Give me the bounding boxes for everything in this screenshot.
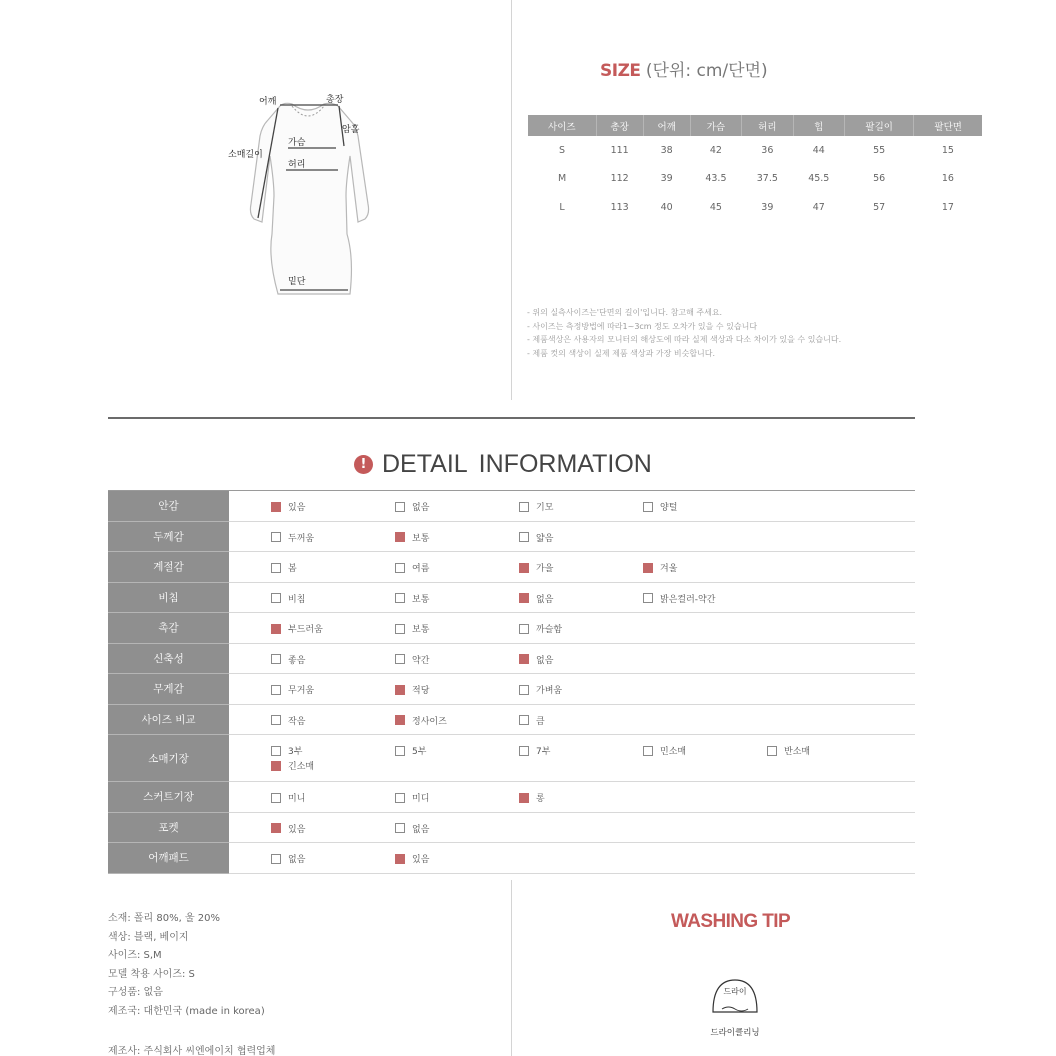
size-header-cell: 사이즈 [528, 115, 596, 136]
detail-option-label: 두꺼움 [288, 533, 315, 544]
detail-option-label: 긴소매 [288, 762, 315, 772]
detail-option[interactable] [519, 743, 643, 758]
size-header-cell: 총장 [596, 115, 643, 136]
detail-option[interactable] [519, 652, 643, 667]
label-total-length: 총장 [326, 95, 344, 105]
detail-option[interactable] [271, 560, 395, 575]
checkbox-checked[interactable] [271, 823, 281, 833]
size-cell: 44 [812, 144, 825, 156]
spec-line: 구성품: 없음 [108, 987, 163, 999]
detail-option[interactable] [271, 758, 395, 773]
detail-row-label: 스커트기장 [108, 782, 229, 813]
size-cell: 15 [941, 144, 954, 156]
checkbox-unchecked[interactable] [271, 563, 281, 573]
size-cell: S [559, 144, 566, 156]
note-line: - 제품 컷의 색상이 실제 제품 색상과 가장 비슷합니다. [527, 349, 716, 359]
detail-option-label: 없음 [412, 503, 430, 513]
note-line: - 위의 실측사이즈는'단면의 길이'입니다. 참고해 주세요. [527, 308, 723, 317]
detail-option-label: 없음 [288, 855, 306, 865]
checkbox-checked[interactable] [519, 654, 529, 664]
detail-option[interactable] [519, 530, 643, 545]
checkbox-unchecked[interactable] [395, 746, 405, 756]
checkbox-unchecked[interactable] [395, 654, 405, 664]
detail-option[interactable] [519, 499, 643, 514]
detail-option[interactable] [519, 560, 643, 575]
detail-option[interactable] [395, 682, 519, 697]
size-cell: 43.5 [705, 173, 727, 185]
detail-option[interactable] [395, 499, 519, 514]
size-title-unit: (단위: cm/단면) [645, 61, 768, 81]
detail-option-label: 5부 [412, 747, 427, 757]
detail-row [108, 782, 915, 813]
size-cell: 55 [873, 144, 886, 156]
size-cell: 40 [660, 201, 673, 213]
size-cell: 42 [709, 144, 722, 156]
detail-option[interactable] [519, 713, 643, 728]
detail-option-label: 있음 [412, 855, 430, 865]
detail-option-label: 무거움 [288, 686, 315, 696]
checkbox-unchecked[interactable] [395, 823, 405, 833]
size-cell: M [557, 173, 567, 185]
bottom-vertical-divider [511, 880, 512, 1056]
detail-option-label: 비침 [288, 594, 306, 605]
detail-option-label: 겨울 [660, 564, 678, 574]
size-cell: 37.5 [756, 173, 778, 185]
size-title [600, 56, 860, 81]
detail-option-label: 봄 [288, 564, 297, 574]
checkbox-unchecked[interactable] [271, 593, 281, 603]
size-cell: 39 [761, 201, 774, 213]
detail-option-label: 3부 [288, 747, 303, 757]
detail-row [108, 613, 915, 644]
detail-row-label: 촉감 [108, 613, 229, 644]
note-line: - 사이즈는 측정방법에 따라1~3cm 정도 오차가 있을 수 있습니다 [527, 321, 758, 331]
detail-row-label: 계절감 [108, 552, 229, 583]
detail-row-label: 무게감 [108, 674, 229, 705]
detail-option[interactable] [271, 530, 395, 545]
checkbox-checked[interactable] [271, 761, 281, 771]
detail-row [108, 735, 915, 782]
detail-option[interactable] [767, 743, 891, 758]
detail-option[interactable] [395, 743, 519, 758]
detail-option-label: 민소매 [660, 747, 687, 757]
detail-option[interactable] [271, 621, 395, 636]
detail-option[interactable] [271, 591, 395, 606]
detail-option[interactable] [271, 499, 395, 514]
detail-options [229, 843, 915, 873]
detail-option-label: 약간 [412, 655, 430, 666]
size-cell: 16 [941, 173, 954, 185]
checkbox-unchecked[interactable] [271, 715, 281, 725]
detail-option[interactable] [395, 530, 519, 545]
detail-option[interactable] [395, 821, 519, 836]
detail-option-label: 가을 [536, 564, 554, 574]
detail-option-label: 롱 [536, 794, 545, 804]
detail-option[interactable] [519, 790, 643, 805]
size-title-accent: SIZE [600, 61, 641, 81]
detail-options [229, 583, 915, 613]
checkbox-unchecked[interactable] [519, 685, 529, 695]
checkbox-unchecked[interactable] [271, 685, 281, 695]
checkbox-unchecked[interactable] [767, 746, 777, 756]
spec-line: 소재: 폴리 80%, 울 20% [108, 913, 221, 924]
detail-option[interactable] [395, 591, 519, 606]
size-cell: 45.5 [808, 173, 830, 185]
size-row [528, 165, 982, 194]
checkbox-checked[interactable] [395, 854, 405, 864]
detail-option-label: 7부 [536, 747, 551, 757]
size-header-cell: 허리 [742, 115, 793, 136]
detail-option[interactable] [395, 790, 519, 805]
size-cell: 47 [812, 201, 825, 213]
checkbox-unchecked[interactable] [519, 502, 529, 512]
detail-option-label: 미니 [288, 794, 306, 804]
detail-options [229, 552, 915, 582]
size-cell: 57 [873, 201, 886, 213]
detail-option[interactable] [271, 790, 395, 805]
detail-option-label: 까슬함 [536, 625, 563, 635]
checkbox-unchecked[interactable] [271, 854, 281, 864]
dry-clean-caption: 드라이클리닝 [710, 1028, 760, 1038]
size-table-header [528, 115, 982, 136]
detail-option[interactable] [395, 713, 519, 728]
label-sleeve-length: 소매길이 [228, 150, 263, 160]
detail-option-label: 큼 [536, 716, 545, 727]
detail-option[interactable] [395, 652, 519, 667]
detail-options [229, 674, 915, 704]
checkbox-unchecked[interactable] [643, 593, 653, 603]
size-cell: 45 [709, 201, 722, 213]
detail-option-label: 있음 [288, 824, 306, 835]
note-line: - 제품색상은 사용자의 모니터의 해상도에 따라 실제 색상과 다소 차이가 있을 수 있습니다. [527, 335, 842, 345]
checkbox-checked[interactable] [395, 685, 405, 695]
checkbox-unchecked[interactable] [643, 746, 653, 756]
checkbox-unchecked[interactable] [395, 502, 405, 512]
washing-tip-title: WASHING TIP [671, 911, 791, 932]
detail-option-label: 보통 [412, 594, 430, 605]
checkbox-unchecked[interactable] [395, 563, 405, 573]
detail-option[interactable] [271, 713, 395, 728]
checkbox-unchecked[interactable] [271, 746, 281, 756]
size-cell: 56 [873, 173, 886, 185]
checkbox-unchecked[interactable] [395, 793, 405, 803]
checkbox-unchecked[interactable] [519, 715, 529, 725]
detail-option[interactable] [395, 560, 519, 575]
detail-row [108, 674, 915, 705]
detail-option[interactable] [271, 682, 395, 697]
size-table-body [528, 136, 982, 222]
detail-option-label: 양털 [660, 503, 678, 513]
checkbox-checked[interactable] [271, 502, 281, 512]
checkbox-checked[interactable] [395, 532, 405, 542]
detail-option-label: 밝은컬러-약간 [660, 594, 716, 605]
detail-option-label: 보통 [412, 533, 430, 544]
label-armhole: 암홀 [342, 125, 360, 135]
detail-option[interactable] [643, 743, 767, 758]
checkbox-checked[interactable] [519, 563, 529, 573]
detail-options [229, 522, 915, 552]
checkbox-unchecked[interactable] [519, 532, 529, 542]
detail-options [229, 613, 915, 643]
detail-option-label: 부드러움 [288, 625, 323, 635]
checkbox-checked[interactable] [519, 793, 529, 803]
checkbox-unchecked[interactable] [395, 593, 405, 603]
size-cell: 111 [610, 144, 629, 156]
detail-option-label: 기모 [536, 503, 554, 513]
detail-option-label: 적당 [412, 686, 430, 696]
detail-option-label: 반소매 [784, 747, 811, 757]
detail-row-label: 포켓 [108, 813, 229, 844]
detail-option-label: 정사이즈 [412, 716, 447, 727]
detail-option-label: 없음 [536, 594, 554, 605]
detail-table [108, 490, 915, 874]
top-vertical-divider [511, 0, 512, 400]
detail-option-label: 여름 [412, 564, 430, 574]
section-divider [108, 417, 915, 419]
detail-row [108, 583, 915, 614]
detail-title [354, 450, 652, 479]
spec-line: 사이즈: S,M [108, 950, 162, 962]
spec-line: 모델 착용 사이즈: S [108, 968, 195, 980]
detail-option-label: 없음 [412, 824, 430, 835]
checkbox-checked[interactable] [271, 624, 281, 634]
detail-row [108, 522, 915, 553]
detail-row-label: 신축성 [108, 644, 229, 675]
detail-row [108, 843, 915, 874]
checkbox-checked[interactable] [519, 593, 529, 603]
size-cell: 36 [761, 144, 774, 156]
label-waist: 허리 [288, 160, 306, 170]
detail-options [229, 644, 915, 674]
detail-option-label: 없음 [536, 655, 554, 666]
checkbox-checked[interactable] [395, 715, 405, 725]
checkbox-unchecked[interactable] [519, 624, 529, 634]
size-row [528, 193, 982, 222]
exclamation-icon: ! [354, 455, 373, 474]
size-header-cell: 팔단면 [914, 115, 982, 136]
detail-option-label: 보통 [412, 625, 430, 635]
detail-option[interactable] [395, 851, 519, 866]
size-cell: 113 [610, 201, 629, 213]
detail-row [108, 644, 915, 675]
detail-options [229, 705, 915, 735]
size-header-cell: 힙 [793, 115, 844, 136]
detail-option[interactable] [643, 499, 767, 514]
detail-row-label: 안감 [108, 491, 229, 522]
detail-title-text: DETAIL INFORMATION [382, 450, 652, 478]
spec-line: 색상: 블랙, 베이지 [108, 931, 189, 943]
size-table [528, 115, 982, 222]
size-row [528, 136, 982, 165]
label-hem: 밑단 [288, 277, 306, 287]
checkbox-unchecked[interactable] [395, 624, 405, 634]
detail-row [108, 813, 915, 844]
size-cell: L [559, 201, 565, 213]
detail-row-label: 어깨패드 [108, 843, 229, 874]
detail-option-label: 얇음 [536, 533, 554, 544]
detail-option-label: 미디 [412, 794, 430, 804]
size-header-cell: 팔길이 [844, 115, 913, 136]
size-header-cell: 가슴 [690, 115, 741, 136]
size-header-cell: 어깨 [643, 115, 690, 136]
detail-row [108, 552, 915, 583]
size-cell: 38 [660, 144, 673, 156]
size-notes [527, 306, 841, 361]
detail-option[interactable] [519, 682, 643, 697]
detail-options [229, 735, 915, 781]
detail-option-label: 작음 [288, 716, 306, 727]
checkbox-unchecked[interactable] [271, 793, 281, 803]
detail-row-label: 비침 [108, 583, 229, 614]
size-cell: 17 [941, 201, 954, 213]
garment-measurement-diagram [222, 86, 392, 301]
dress-outline [222, 86, 392, 301]
detail-option[interactable] [271, 821, 395, 836]
spec-line: 제조국: 대한민국 (made in korea) [108, 1005, 265, 1017]
checkbox-unchecked[interactable] [643, 502, 653, 512]
checkbox-checked[interactable] [643, 563, 653, 573]
detail-option-label: 가벼움 [536, 686, 563, 696]
detail-option-label: 있음 [288, 503, 306, 513]
detail-option[interactable] [271, 652, 395, 667]
detail-option[interactable] [271, 851, 395, 866]
detail-option[interactable] [519, 591, 643, 606]
detail-option-label: 좋음 [288, 655, 306, 666]
detail-option[interactable] [395, 621, 519, 636]
detail-row-label: 두께감 [108, 522, 229, 553]
detail-row [108, 705, 915, 736]
product-specs [108, 910, 265, 1022]
manufacturer: 제조사: 주식회사 씨엔에이치 협력업체 [108, 1046, 276, 1056]
detail-option[interactable] [519, 621, 643, 636]
detail-option[interactable] [271, 743, 395, 758]
detail-row-label: 사이즈 비교 [108, 705, 229, 736]
dry-clean-icon-label: 드라이 [723, 987, 747, 996]
detail-row-label: 소매기장 [108, 735, 229, 782]
detail-options [229, 782, 915, 812]
detail-row [108, 491, 915, 522]
detail-options [229, 813, 915, 843]
checkbox-unchecked[interactable] [271, 654, 281, 664]
label-shoulder: 어깨 [259, 97, 277, 107]
checkbox-unchecked[interactable] [519, 746, 529, 756]
detail-options [229, 491, 915, 521]
size-cell: 39 [660, 173, 673, 185]
size-cell: 112 [610, 173, 629, 185]
detail-option[interactable] [643, 560, 767, 575]
detail-option[interactable] [643, 591, 767, 606]
checkbox-unchecked[interactable] [271, 532, 281, 542]
label-chest: 가슴 [288, 138, 306, 148]
